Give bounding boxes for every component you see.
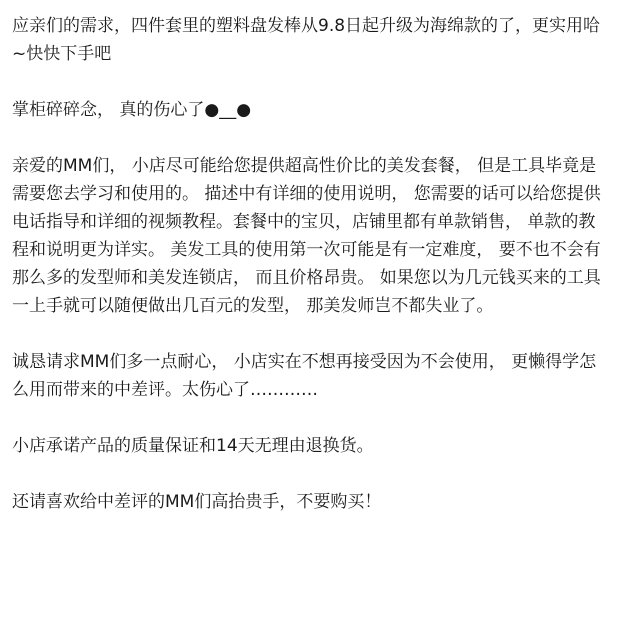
notice-document [12, 12, 612, 516]
usage-explanation-paragraph: 亲爱的MM们， 小店尽可能给您提供超高性价比的美发套餐， 但是工具毕竟是需要您去学习和使用的。 描述中有详细的使用说明， 您需要的话可以给您提供电话指导和详细的视频教程。套餐中的宝贝，店铺里都有单款销售， 单款的教程和说明更为详实。 美发工具的使用第一次可能是有一定难度， 要不也不会有那么多的发型师和美发连锁店， 而且价格昂贵。 如果您以为几元钱买来的工具一上手就可以随便做出几百元的发型， 那美发师岂不都失业了。 [12, 156, 601, 316]
upgrade-notice-paragraph: 应亲们的需求，四件套里的塑料盘发棒从9.8日起升级为海绵款的了，更实用哈~快快下手吧 [12, 16, 601, 64]
buyer-request-paragraph: 还请喜欢给中差评的MM们高抬贵手，不要购买！ [12, 492, 382, 512]
patience-request-paragraph: 诚恳请求MM们多一点耐心， 小店实在不想再接受因为不会使用， 更懒得学怎么用而带来的中差评。太伤心了………… [12, 352, 597, 400]
quality-guarantee-paragraph: 小店承诺产品的质量保证和14天无理由退换货。 [12, 436, 374, 456]
shopkeeper-murmur-paragraph: 掌柜碎碎念， 真的伤心了●__● [12, 100, 252, 120]
